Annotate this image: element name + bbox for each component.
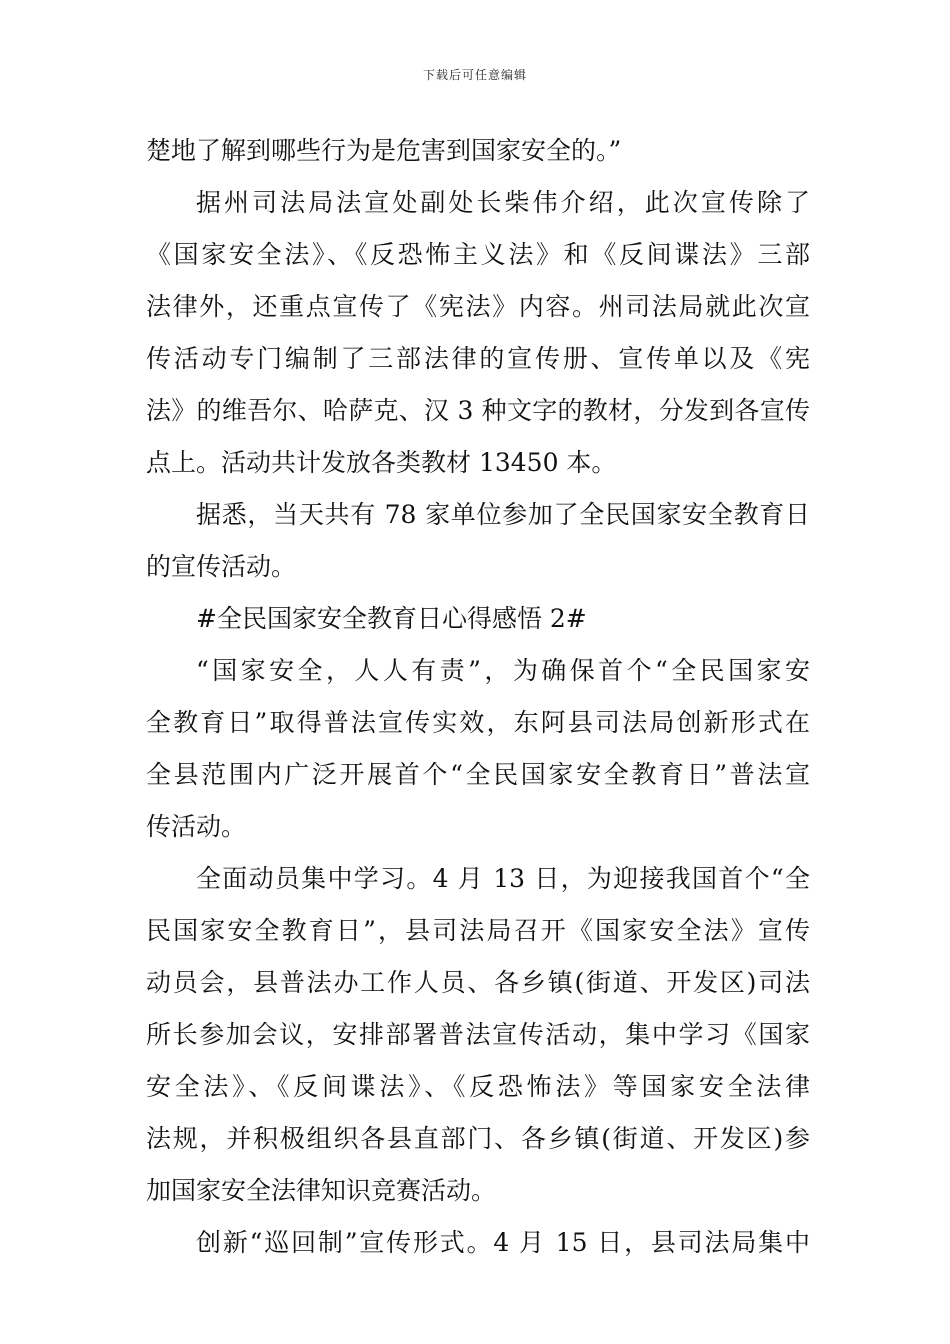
text-line: 法规，并积极组织各县直部门、各乡镇(街道、开发区)参	[146, 1124, 810, 1153]
text-line: 全县范围内广泛开展首个“全民国家安全教育日”普法宣	[146, 760, 810, 789]
text-line: 安全法》、《反间谍法》、《反恐怖法》等国家安全法律	[146, 1072, 810, 1101]
text-line: 传活动。	[146, 812, 247, 841]
text-line: “国家安全，人人有责”，为确保首个“全民国家安	[196, 656, 810, 685]
text-line: 全面动员集中学习。4 月 13 日，为迎接我国首个“全	[196, 864, 810, 893]
text-line: 动员会，县普法办工作人员、各乡镇(街道、开发区)司法	[146, 968, 810, 997]
text-line: 传活动专门编制了三部法律的宣传册、宣传单以及《宪	[146, 344, 810, 373]
text-line: #全民国家安全教育日心得感悟 2#	[196, 604, 587, 633]
page-header-note: 下载后可任意编辑	[422, 68, 527, 82]
text-line: 法律外，还重点宣传了《宪法》内容。州司法局就此次宣	[146, 292, 810, 321]
text-line: 法》的维吾尔、哈萨克、汉 3 种文字的教材，分发到各宣传	[146, 396, 810, 425]
text-line: 据悉，当天共有 78 家单位参加了全民国家安全教育日	[196, 500, 810, 529]
text-line: 所长参加会议，安排部署普法宣传活动，集中学习《国家	[146, 1020, 810, 1049]
text-line: 创新“巡回制”宣传形式。4 月 15 日，县司法局集中	[196, 1228, 810, 1257]
text-line: 点上。活动共计发放各类教材 13450 本。	[146, 448, 617, 477]
text-line: 全教育日”取得普法宣传实效，东阿县司法局创新形式在	[146, 708, 810, 737]
text-line: 据州司法局法宣处副处长柴伟介绍，此次宣传除了	[196, 188, 810, 217]
text-line: 的宣传活动。	[146, 552, 297, 581]
text-line: 民国家安全教育日”，县司法局召开《国家安全法》宣传	[146, 916, 810, 945]
text-line: 楚地了解到哪些行为是危害到国家安全的。”	[146, 136, 622, 165]
document-body	[146, 125, 810, 1269]
text-line: 加国家安全法律知识竞赛活动。	[146, 1176, 497, 1205]
text-line: 《国家安全法》、《反恐怖主义法》和《反间谍法》三部	[146, 240, 810, 269]
